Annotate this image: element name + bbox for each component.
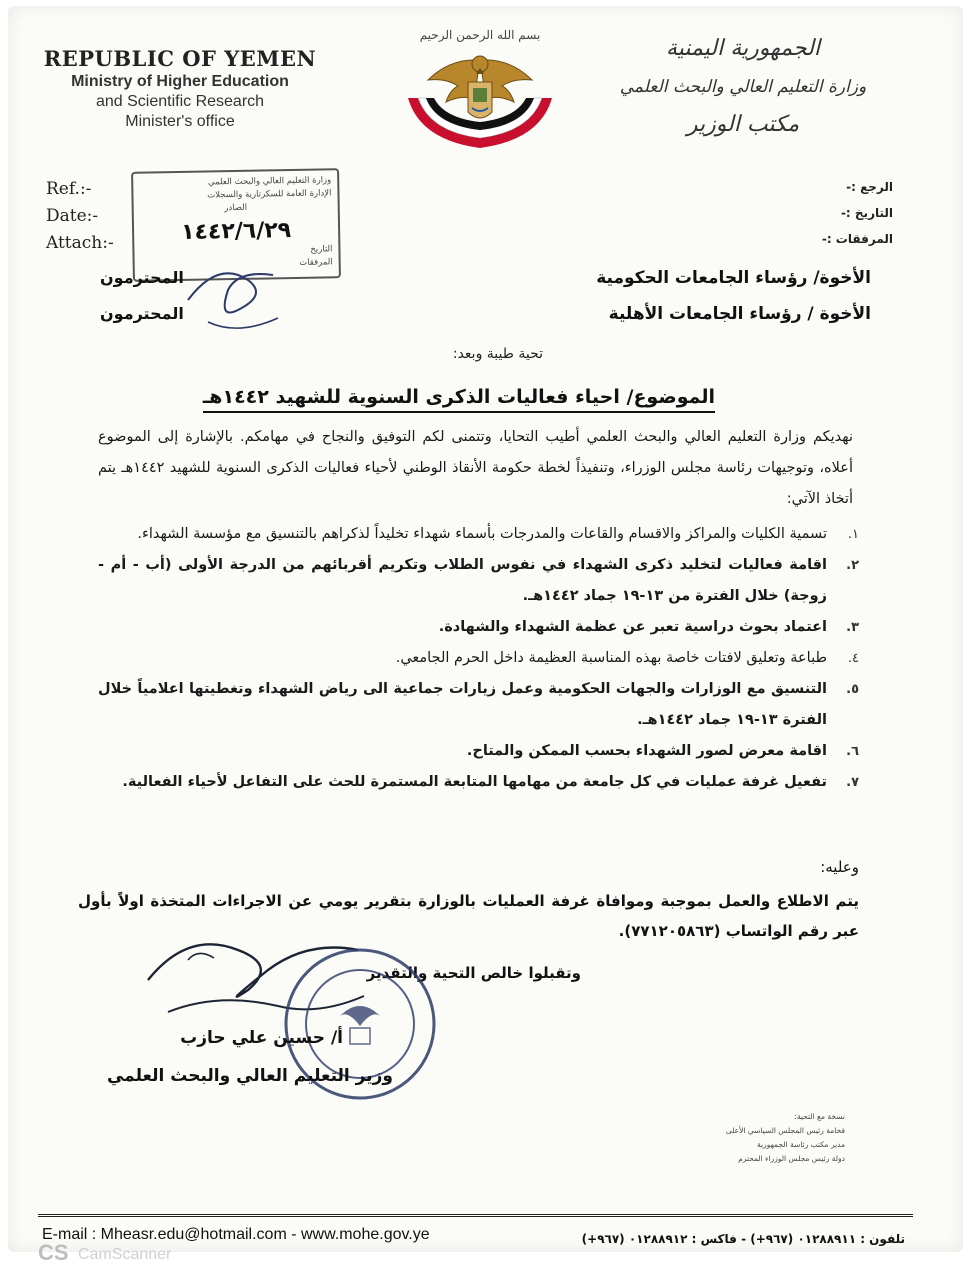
camscanner-logo-icon: CS bbox=[38, 1240, 69, 1265]
recipient-honorific-2: المحترمون bbox=[100, 304, 184, 323]
yemen-emblem bbox=[380, 28, 580, 158]
list-item-text: التنسيق مع الوزارات والجهات الحكومية وعمل زيارات جماعية الى رياض الشهداء وتغطيتها اعلامياً خلال الفترة ١٣-١٩ جماد ١٤٤٢هـ. bbox=[98, 681, 827, 728]
cc-heading: نسخة مع التحية: bbox=[794, 1112, 845, 1121]
letterhead-en-ministry: Ministry of Higher Education bbox=[71, 73, 289, 90]
list-item bbox=[98, 612, 859, 643]
list-item-text: اعتماد بحوث دراسية تعبر عن عظمة الشهداء والشهادة. bbox=[438, 619, 827, 635]
letterhead-en-title: REPUBLIC OF YEMEN bbox=[43, 46, 317, 71]
letterhead-en bbox=[30, 46, 330, 131]
registry-stamp-department: الإدارة العامة للسكرتارية والسجلات bbox=[207, 188, 332, 201]
letterhead-ar-ministry: وزارة التعليم العالي والبحث العلمي bbox=[619, 77, 867, 97]
registry-stamp-number: ١٤٤٢/٦/٢٩ bbox=[180, 218, 292, 245]
cc-block bbox=[726, 1110, 845, 1166]
attach-label: Attach:- bbox=[46, 233, 114, 253]
bismillah-caption: بسم الله الرحمن الرحيم bbox=[419, 28, 541, 42]
document-page bbox=[8, 6, 963, 1265]
list-item-number: ٥. bbox=[846, 682, 859, 697]
letterhead-ar bbox=[593, 30, 893, 144]
list-item bbox=[98, 736, 859, 767]
registry-stamp-date-label: التاريخ bbox=[310, 244, 333, 255]
list-item-number: ٢. bbox=[846, 558, 859, 573]
cc-item: فخامة رئيس المجلس السياسي الأعلى bbox=[725, 1126, 845, 1135]
list-item bbox=[98, 550, 859, 612]
ar-attach-label: المرفقات :- bbox=[821, 232, 893, 246]
yemen-eagle-emblem-icon bbox=[380, 28, 580, 158]
cc-item: مدير مكتب رئاسة الجمهورية bbox=[756, 1140, 845, 1149]
ar-ref-label: الرجع :- bbox=[846, 180, 893, 194]
handwritten-initials bbox=[178, 240, 288, 340]
recipient-private-universities: الأخوة / رؤساء الجامعات الأهلية bbox=[608, 304, 871, 324]
intro-paragraph: نهديكم وزارة التعليم العالي والبحث العلمي أطيب التحايا، وتتمنى لكم التوفيق والنجاح في مهامكم. بالإشارة إلى الموضوع أعلاه، وتوجيهات رئاسة مجلس الوزراء، وتنفيذاً لخطة حكومة الأنقاذ الوطني لأحياء فعاليات الذكرى السنوية للشهيد ١٤٤٢هـ يتم أتخاذ الآتي: bbox=[98, 429, 853, 507]
closing-intro: وعليه: bbox=[820, 858, 859, 876]
list-item-text: تفعيل غرفة عمليات في كل جامعة من مهامها المتابعة المستمرة للحث على التفاعل لأحياء الفعالية. bbox=[122, 774, 827, 790]
registry-stamp-ministry: وزارة التعليم العالي والبحث العلمي bbox=[207, 175, 332, 188]
list-item-number: ١. bbox=[847, 527, 859, 542]
recipient-government-universities: الأخوة/ رؤساء الجامعات الحكومية bbox=[596, 268, 871, 288]
signer-title: وزير التعليم العالي والبحث العلمي bbox=[106, 1066, 393, 1086]
registry-stamp-attach-label: المرفقات bbox=[299, 257, 333, 268]
list-item bbox=[98, 767, 859, 798]
list-item-number: ٧. bbox=[846, 775, 859, 790]
list-item bbox=[98, 643, 859, 674]
reference-fields-ar bbox=[822, 174, 893, 252]
list-item-text: طباعة وتعليق لافتات خاصة بهذه المناسبة العظيمة داخل الحرم الجامعي. bbox=[395, 650, 827, 666]
list-item-text: تسمية الكليات والمراكز والاقسام والقاعات والمدرجات بأسماء شهداء تخليداً لذكراهم بالتنسيق مع مؤسسة الشهداء. bbox=[137, 526, 827, 542]
letterhead-ar-republic: الجمهورية اليمنية bbox=[665, 36, 821, 61]
list-item bbox=[98, 519, 859, 550]
list-item-text: اقامة معرض لصور الشهداء بحسب الممكن والمتاح. bbox=[466, 743, 827, 759]
list-item-text: اقامة فعاليات لتخليد ذكرى الشهداء في نفوس الطلاب وتكريم أقربائهم من الدرجة الأولى (أب - أم - زوجة) خلال الفترة من ١٣-١٩ جماد ١٤٤٢هـ. bbox=[98, 557, 827, 604]
recipient-honorific-1: المحترمون bbox=[100, 268, 184, 287]
footer-contact-phone: تلفون : ٠١٢٨٨٩١١ (٩٦٧+) - فاكس : ٠١٢٨٨٩١٢ (٩٦٧+) bbox=[581, 1232, 905, 1246]
closing-text: يتم الاطلاع والعمل بموجبة وموافاة غرفة العمليات بالوزارة بتقرير يومي عن الاجراءات المتخذة اولاً بأول عبر رقم الواتساب (٧٧١٢٠٥٨٦٣). bbox=[78, 892, 859, 940]
ar-date-label: التاريخ :- bbox=[840, 206, 893, 220]
registry-stamp-outgoing: الصادر bbox=[224, 202, 248, 214]
action-items-list bbox=[98, 519, 859, 798]
ref-label: Ref.:- bbox=[46, 179, 92, 199]
footer-contact-email: E-mail : Mheasr.edu@hotmail.com - www.mohe.gov.ye bbox=[42, 1226, 430, 1243]
date-label: Date:- bbox=[46, 206, 99, 226]
list-item bbox=[98, 674, 859, 736]
list-item-number: ٣. bbox=[846, 620, 859, 635]
cc-item: دولة رئيس مجلس الوزراء المحترم bbox=[738, 1154, 845, 1163]
letterhead-ar-office: مكتب الوزير bbox=[686, 112, 800, 137]
subject-line: الموضوع/ احياء فعاليات الذكرى السنوية للشهيد ١٤٤٢هـ bbox=[203, 386, 715, 413]
reference-fields-en bbox=[46, 176, 114, 257]
regards-line: وتقبلوا خالص التحية والتقدير bbox=[366, 964, 581, 982]
signer-name: أ/ حسين علي حازب bbox=[180, 1028, 343, 1048]
greeting: تحية طيبة وبعد: bbox=[452, 346, 543, 362]
footer-divider bbox=[38, 1214, 913, 1217]
list-item-number: ٤. bbox=[847, 651, 859, 666]
letterhead-en-office: Minister's office bbox=[125, 113, 235, 130]
letter-body bbox=[98, 422, 859, 798]
list-item-number: ٦. bbox=[846, 744, 859, 759]
letterhead-en-research: and Scientific Research bbox=[95, 93, 265, 110]
camscanner-watermark: CamScanner bbox=[78, 1246, 172, 1263]
